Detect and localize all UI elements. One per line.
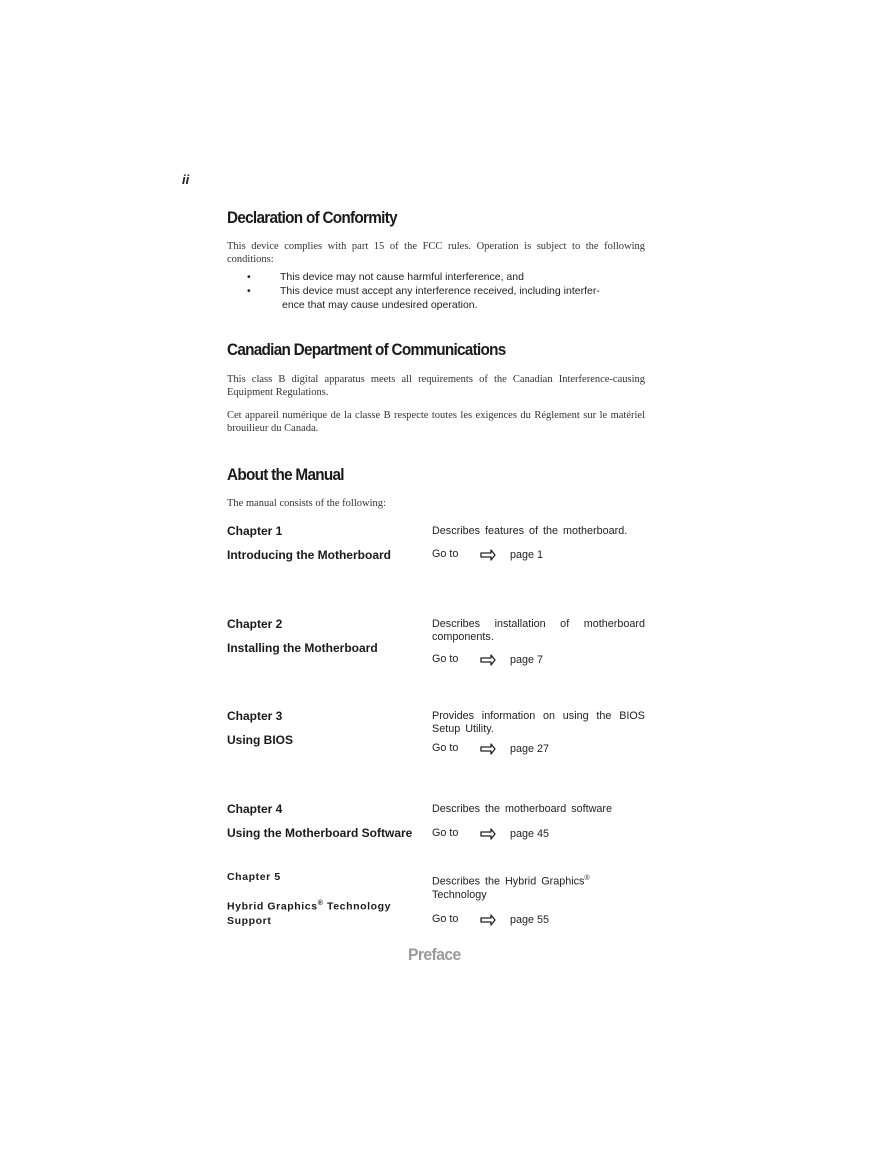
chapter-goto-link[interactable] — [432, 653, 645, 669]
footer-section-title: Preface — [408, 945, 461, 964]
chapter-title: Installing the Motherboard — [227, 641, 378, 655]
bullet-text-continued: ence that may cause undesired operation. — [282, 299, 478, 311]
chapter-number: Chapter 3 — [227, 709, 283, 723]
arrow-right-icon — [479, 654, 497, 666]
chapter-goto-link[interactable] — [432, 913, 645, 929]
goto-page: page 45 — [510, 828, 550, 840]
bullet-dot: • — [247, 271, 251, 283]
bullet-item — [227, 284, 645, 312]
chapter-description: Provides information on using the BIOS Setup Utility. — [432, 710, 645, 735]
arrow-right-icon — [479, 914, 497, 926]
page-number: ii — [182, 172, 190, 187]
bullet-dot: • — [247, 285, 251, 297]
chapter-number: Chapter 1 — [227, 524, 283, 538]
chapter-title: Using BIOS — [227, 733, 294, 747]
chapter-title-line2: Support — [227, 914, 272, 927]
chapter-number: Chapter 2 — [227, 617, 283, 631]
chapter-title-part: Hybrid Graphics — [227, 900, 318, 913]
bullet-item — [227, 270, 645, 284]
goto-label: Go to — [432, 742, 459, 754]
chapter-desc-line2: Technology — [432, 888, 487, 901]
chapter-goto-link[interactable] — [432, 548, 645, 564]
about-heading: About the Manual — [227, 465, 344, 484]
main-content — [227, 208, 645, 510]
declaration-bullets — [227, 270, 645, 312]
chapter-title-part: Technology — [323, 900, 392, 913]
chapter-title — [227, 897, 391, 928]
declaration-heading: Declaration of Conformity — [227, 208, 397, 227]
bullet-text: This device may not cause harmful interference, and — [280, 271, 524, 283]
bullet-text: This device must accept any interference received, including interfer- — [280, 285, 600, 297]
chapter-number: Chapter 4 — [227, 802, 283, 816]
declaration-intro: This device complies with part 15 of the FCC rules. Operation is subject to the following conditions: — [227, 241, 645, 265]
arrow-right-icon — [479, 743, 497, 755]
goto-page: page 27 — [510, 743, 550, 755]
arrow-right-icon — [479, 828, 497, 840]
chapter-description — [432, 872, 645, 902]
chapter-description: Describes installation of motherboard components. — [432, 618, 645, 643]
goto-label: Go to — [432, 653, 459, 665]
chapter-description: Describes the motherboard software — [432, 803, 613, 815]
goto-page: page 1 — [510, 549, 544, 561]
chapter-title: Using the Motherboard Software — [227, 826, 413, 840]
registered-mark: ® — [317, 900, 324, 907]
chapter-goto-link[interactable] — [432, 742, 645, 758]
chapter-number: Chapter 5 — [227, 871, 281, 883]
registered-mark: ® — [584, 875, 590, 882]
arrow-right-icon — [479, 549, 497, 561]
chapter-title: Introducing the Motherboard — [227, 548, 391, 562]
goto-label: Go to — [432, 827, 459, 839]
goto-page: page 7 — [510, 654, 544, 666]
chapter-goto-link[interactable] — [432, 827, 645, 843]
goto-label: Go to — [432, 548, 459, 560]
canadian-para-en: This class B digital apparatus meets all requirements of the Canadian Interference-causing Equipment Regulations. — [227, 374, 645, 398]
canadian-para-fr: Cet appareil numérique de la classe B respecte toutes les exigences du Réglement sur le matériel brouilieur du Canada. — [227, 410, 645, 434]
canadian-heading: Canadian Department of Communications — [227, 340, 506, 359]
chapter-desc-part: Describes the Hybrid Graphics — [432, 875, 585, 888]
chapter-description: Describes features of the motherboard. — [432, 525, 628, 537]
about-intro: The manual consists of the following: — [227, 498, 386, 509]
goto-page: page 55 — [510, 914, 550, 926]
goto-label: Go to — [432, 913, 459, 925]
